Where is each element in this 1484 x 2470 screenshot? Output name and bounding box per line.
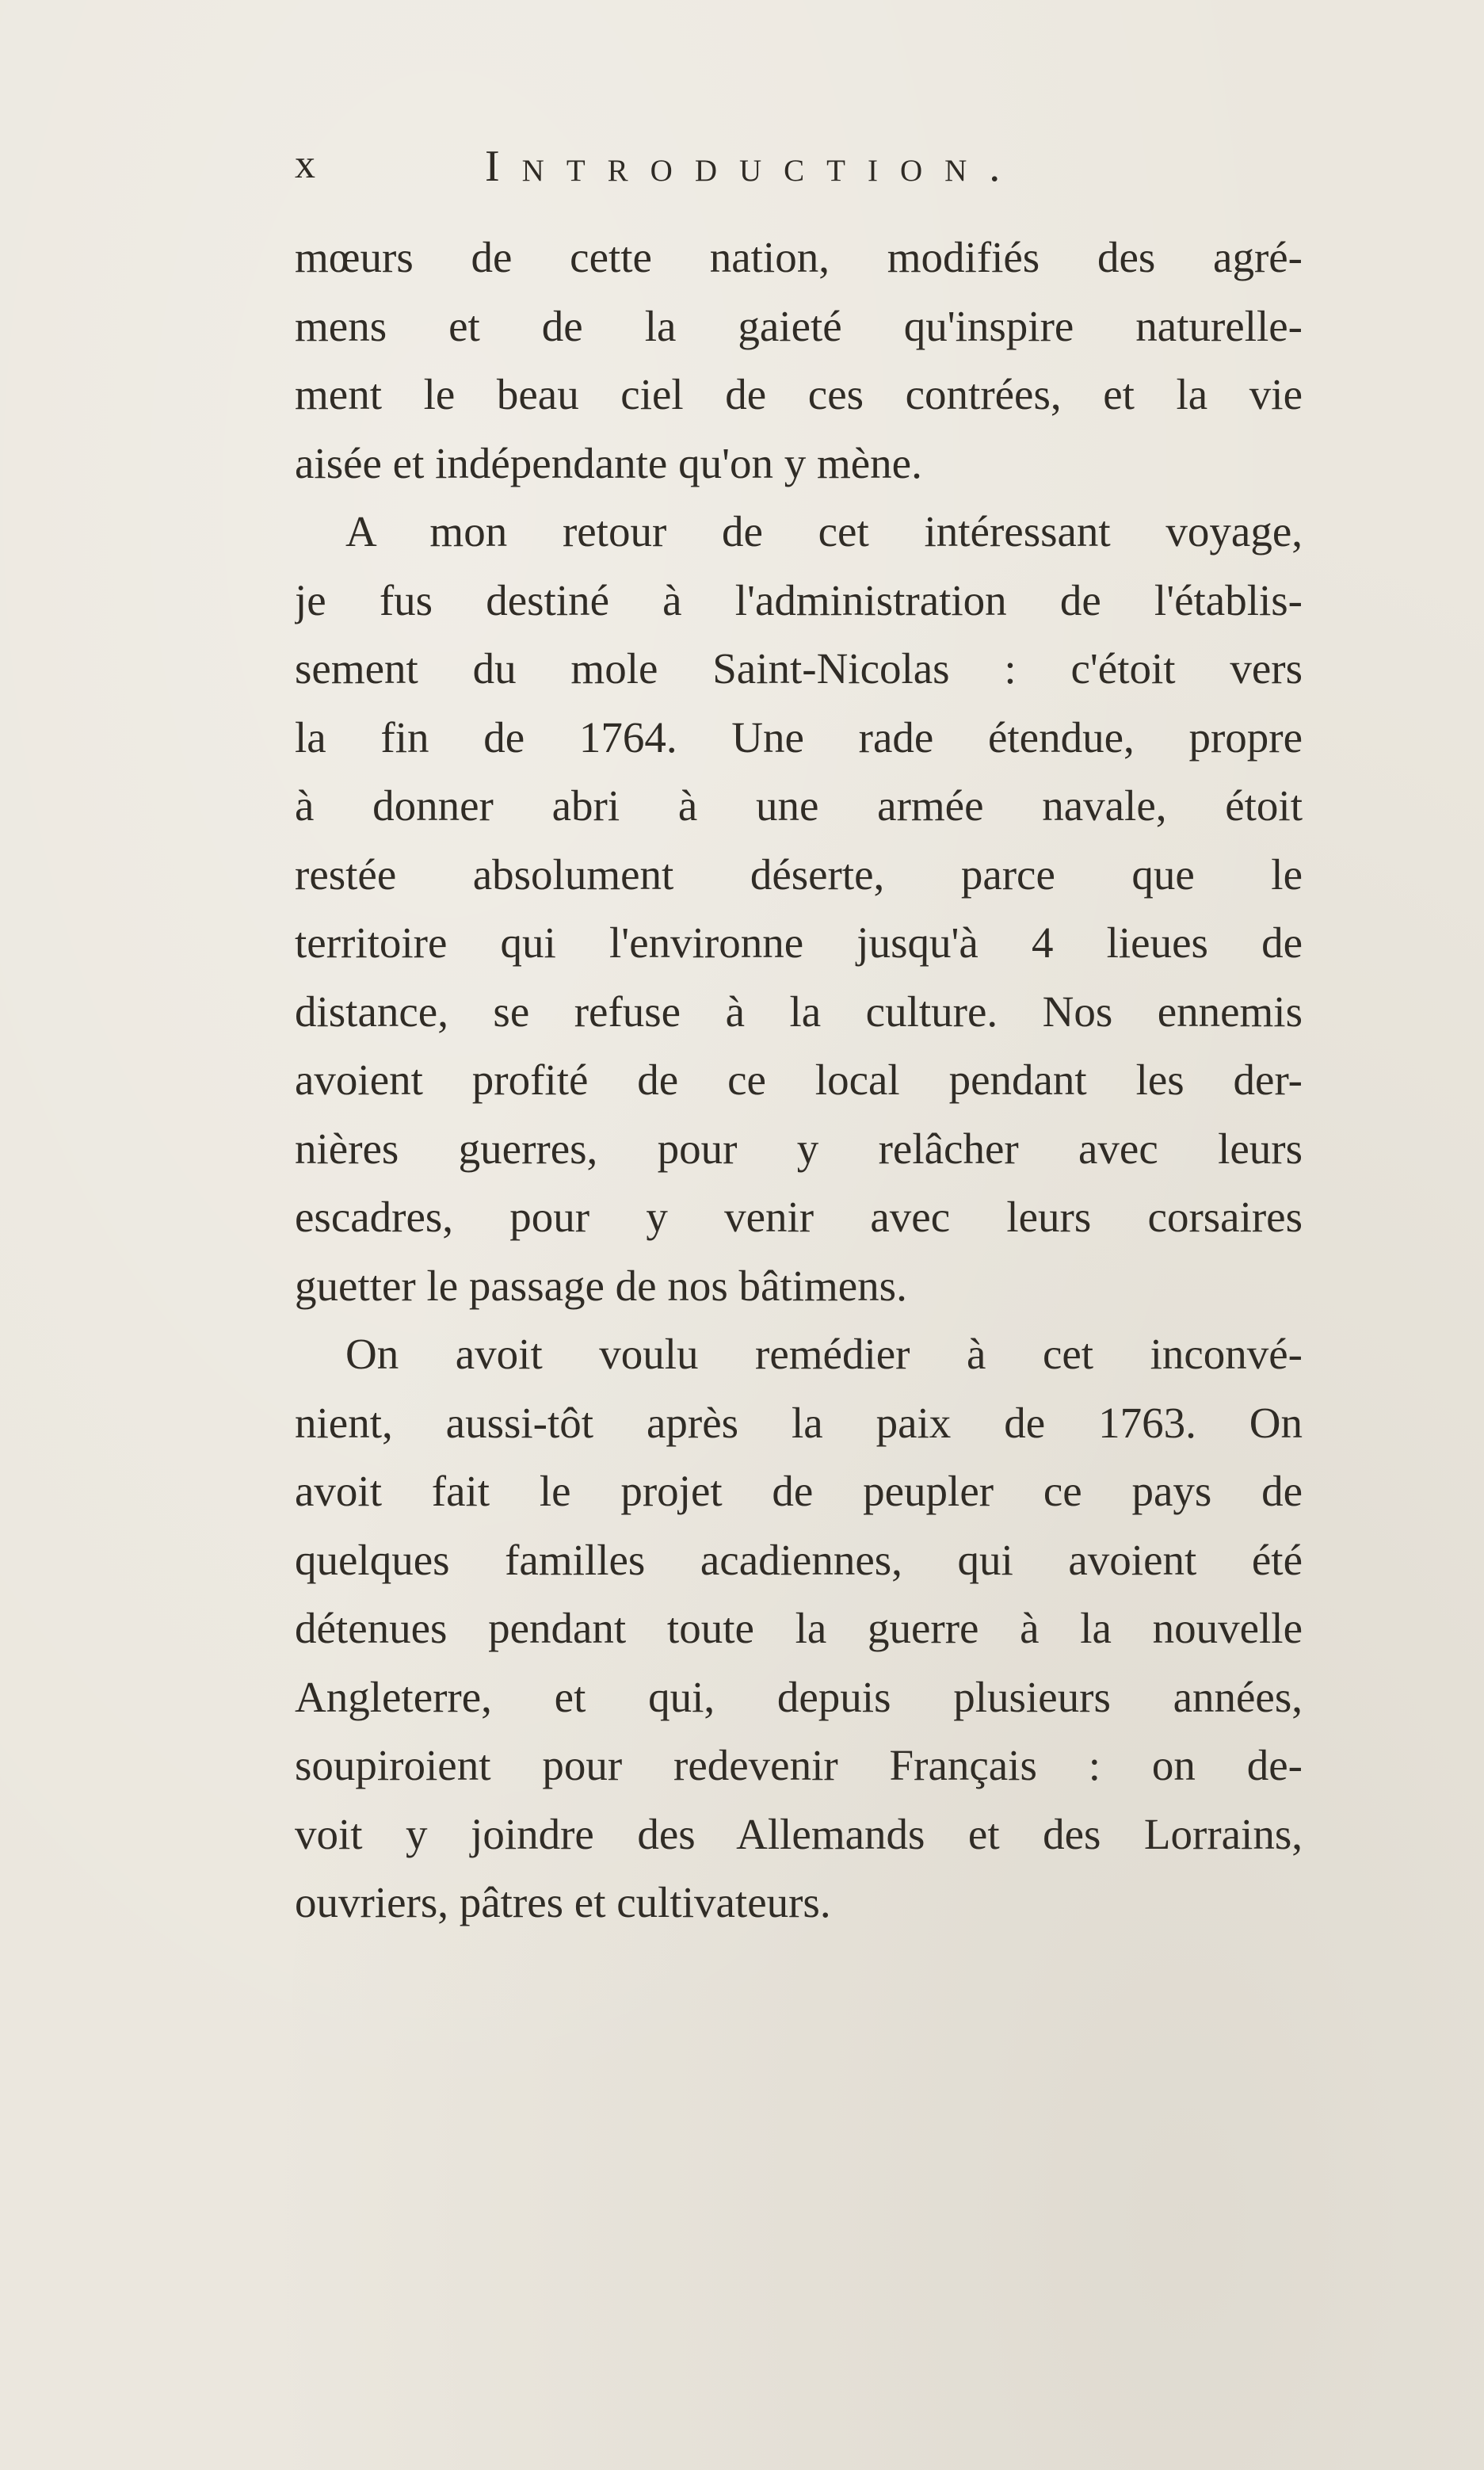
text-line: ment le beau ciel de ces contrées, et la vie (295, 370, 1303, 418)
text-line: quelques familles acadiennes, qui avoient été (295, 1535, 1303, 1584)
text-line: la fin de 1764. Une rade étendue, propre (295, 712, 1303, 762)
text-line: mens et de la gaieté qu'inspire naturelle- (295, 301, 1303, 350)
text-line: distance, se refuse à la culture. Nos ennemis (295, 987, 1303, 1036)
text-line: territoire qui l'environne jusqu'à 4 lieues de (295, 918, 1303, 967)
text-line: restée absolument déserte, parce que le (295, 849, 1303, 899)
text-line: Angleterre, et qui, depuis plusieurs années, (295, 1672, 1303, 1721)
text-line: On avoit voulu remédier à cet inconvé- (345, 1330, 1303, 1378)
page-number: x (295, 142, 317, 187)
running-title: Introduction. (485, 142, 1023, 191)
text-line: guetter le passage de nos bâtimens. (295, 1261, 907, 1310)
text-line: à donner abri à une armée navale, étoit (295, 781, 1303, 830)
text-line: aisée et indépendante qu'on y mène. (295, 438, 922, 487)
text-line: A mon retour de cet intéressant voyage, (345, 507, 1303, 555)
text-line: ouvriers, pâtres et cultivateurs. (295, 1878, 831, 1926)
text-line: détenues pendant toute la guerre à la nouvelle (295, 1604, 1303, 1652)
body-text (295, 223, 1303, 1937)
text-line: nient, aussi-tôt après la paix de 1763. On (295, 1398, 1303, 1447)
text-line: je fus destiné à l'administration de l'établis- (295, 575, 1303, 624)
text-line: soupiroient pour redevenir Français : on de- (295, 1741, 1303, 1789)
text-line: avoient profité de ce local pendant les der- (295, 1056, 1303, 1104)
text-line: nières guerres, pour y relâcher avec leurs (295, 1124, 1303, 1173)
page-header (295, 141, 1309, 212)
text-line: mœurs de cette nation, modifiés des agré- (295, 233, 1303, 281)
text-line: avoit fait le projet de peupler ce pays de (295, 1467, 1303, 1515)
text-line: sement du mole Saint-Nicolas : c'étoit vers (295, 644, 1303, 693)
text-line: escadres, pour y venir avec leurs corsaires (295, 1193, 1303, 1241)
text-line: voit y joindre des Allemands et des Lorrains, (295, 1809, 1303, 1858)
